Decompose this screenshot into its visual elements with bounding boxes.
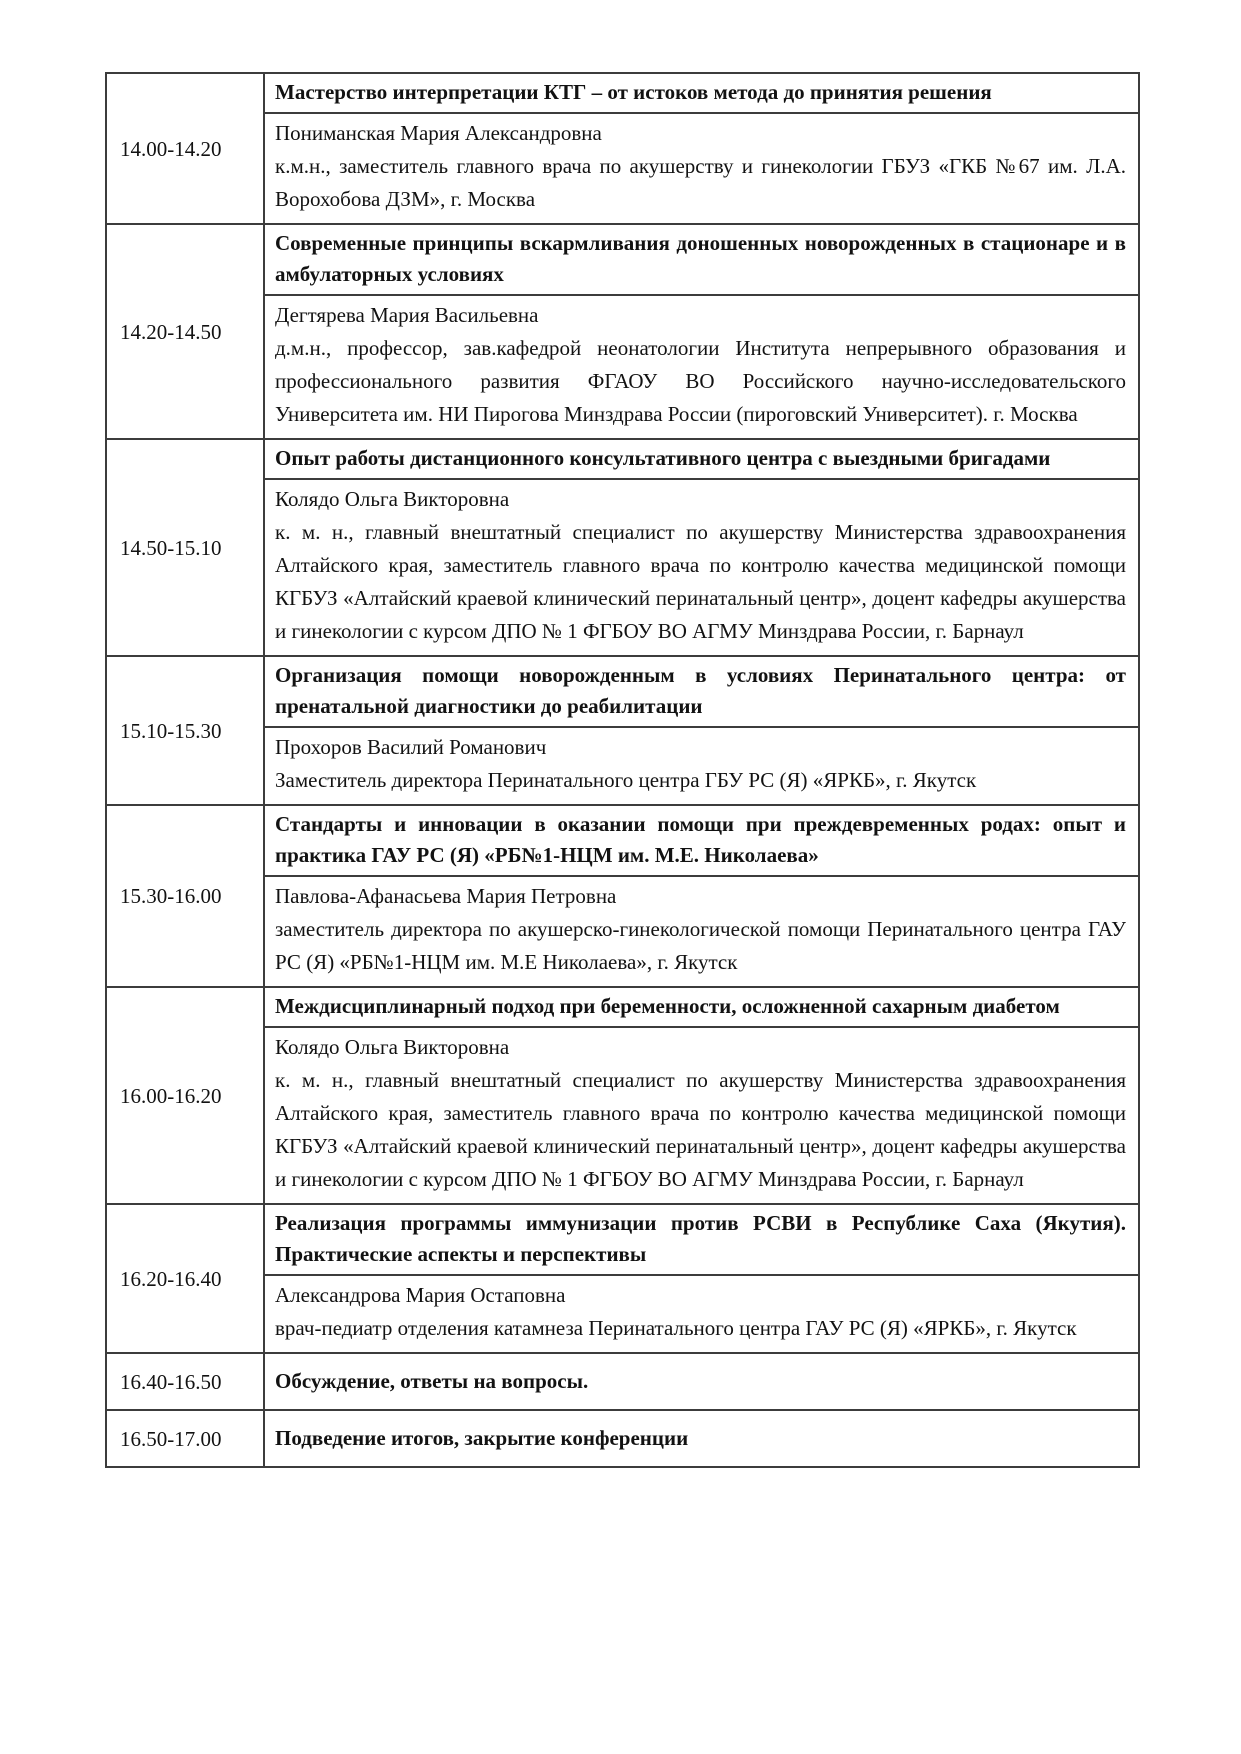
session-time: 16.50-17.00 (107, 1411, 265, 1466)
session-row (107, 74, 1138, 225)
session-row (107, 806, 1138, 988)
speaker-affiliation: д.м.н., профессор, зав.кафедрой неонатологии Института непрерывного образования и профессионального развития ФГАОУ ВО Российского научно-исследовательского Университета им. НИ Пирогова Минздрава России (пироговский Университет). г. Москва (275, 336, 1126, 426)
speaker-name: Дегтярева Мария Васильевна (275, 303, 539, 327)
speaker-affiliation: к. м. н., главный внештатный специалист по акушерству Министерства здравоохранения Алтайского края, заместитель главного врача по контролю качества медицинской помощи КГБУЗ «Алтайский краевой клинический перинатальный центр», доцент кафедры акушерства и гинекологии с курсом ДПО № 1 ФГБОУ ВО АГМУ Минздрава России, г. Барнаул (275, 1068, 1126, 1191)
session-title: Обсуждение, ответы на вопросы. (275, 1369, 589, 1393)
session-time: 15.30-16.00 (107, 806, 265, 986)
session-speaker-block (265, 1028, 1138, 1203)
session-content (265, 1205, 1138, 1352)
session-title: Мастерство интерпретации КТГ – от истоков метода до принятия решения (265, 74, 1138, 114)
session-speaker-block (265, 1276, 1138, 1352)
speaker-affiliation: к. м. н., главный внештатный специалист по акушерству Министерства здравоохранения Алтайского края, заместитель главного врача по контролю качества медицинской помощи КГБУЗ «Алтайский краевой клинический перинатальный центр», доцент кафедры акушерства и гинекологии с курсом ДПО № 1 ФГБОУ ВО АГМУ Минздрава России, г. Барнаул (275, 520, 1126, 643)
session-title: Опыт работы дистанционного консультативного центра с выездными бригадами (265, 440, 1138, 480)
session-time: 16.20-16.40 (107, 1205, 265, 1352)
conference-schedule-table (105, 72, 1140, 1468)
speaker-name: Пониманская Мария Александровна (275, 121, 602, 145)
session-row (107, 1205, 1138, 1354)
session-title: Подведение итогов, закрытие конференции (275, 1426, 689, 1450)
session-row (107, 440, 1138, 657)
speaker-name: Колядо Ольга Викторовна (275, 1035, 510, 1059)
session-title: Реализация программы иммунизации против РСВИ в Республике Саха (Якутия). Практические аспекты и перспективы (265, 1205, 1138, 1276)
session-row (107, 225, 1138, 440)
session-time: 16.00-16.20 (107, 988, 265, 1203)
speaker-name: Колядо Ольга Викторовна (275, 487, 510, 511)
session-speaker-block (265, 728, 1138, 804)
session-row (107, 988, 1138, 1205)
speaker-affiliation: Заместитель директора Перинатального центра ГБУ РС (Я) «ЯРКБ», г. Якутск (275, 768, 977, 792)
session-content (265, 1411, 1138, 1466)
session-content (265, 1354, 1138, 1409)
session-row (107, 1411, 1138, 1466)
session-time: 14.50-15.10 (107, 440, 265, 655)
session-time: 14.20-14.50 (107, 225, 265, 438)
session-title: Стандарты и инновации в оказании помощи при преждевременных родах: опыт и практика ГАУ РС (Я) «РБ№1-НЦМ им. М.Е. Николаева» (265, 806, 1138, 877)
session-content (265, 806, 1138, 986)
session-speaker-block (265, 114, 1138, 223)
session-row (107, 1354, 1138, 1411)
speaker-name: Павлова-Афанасьева Мария Петровна (275, 884, 617, 908)
speaker-affiliation: к.м.н., заместитель главного врача по акушерству и гинекологии ГБУЗ «ГКБ №67 им. Л.А. Ворохобова ДЗМ», г. Москва (275, 154, 1126, 211)
session-row (107, 657, 1138, 806)
session-content (265, 657, 1138, 804)
speaker-affiliation: врач-педиатр отделения катамнеза Перинатального центра ГАУ РС (Я) «ЯРКБ», г. Якутск (275, 1316, 1077, 1340)
session-title: Организация помощи новорожденным в условиях Перинатального центра: от пренатальной диагностики до реабилитации (265, 657, 1138, 728)
speaker-name: Александрова Мария Остаповна (275, 1283, 566, 1307)
session-content (265, 440, 1138, 655)
session-time: 14.00-14.20 (107, 74, 265, 223)
session-content (265, 988, 1138, 1203)
session-speaker-block (265, 877, 1138, 986)
session-content (265, 74, 1138, 223)
session-title: Современные принципы вскармливания доношенных новорожденных в стационаре и в амбулаторных условиях (265, 225, 1138, 296)
session-speaker-block (265, 480, 1138, 655)
speaker-name: Прохоров Василий Романович (275, 735, 547, 759)
session-time: 16.40-16.50 (107, 1354, 265, 1409)
speaker-affiliation: заместитель директора по акушерско-гинекологической помощи Перинатального центра ГАУ РС (Я) «РБ№1-НЦМ им. М.Е Николаева», г. Якутск (275, 917, 1126, 974)
session-content (265, 225, 1138, 438)
session-time: 15.10-15.30 (107, 657, 265, 804)
session-title: Междисциплинарный подход при беременности, осложненной сахарным диабетом (265, 988, 1138, 1028)
session-speaker-block (265, 296, 1138, 438)
